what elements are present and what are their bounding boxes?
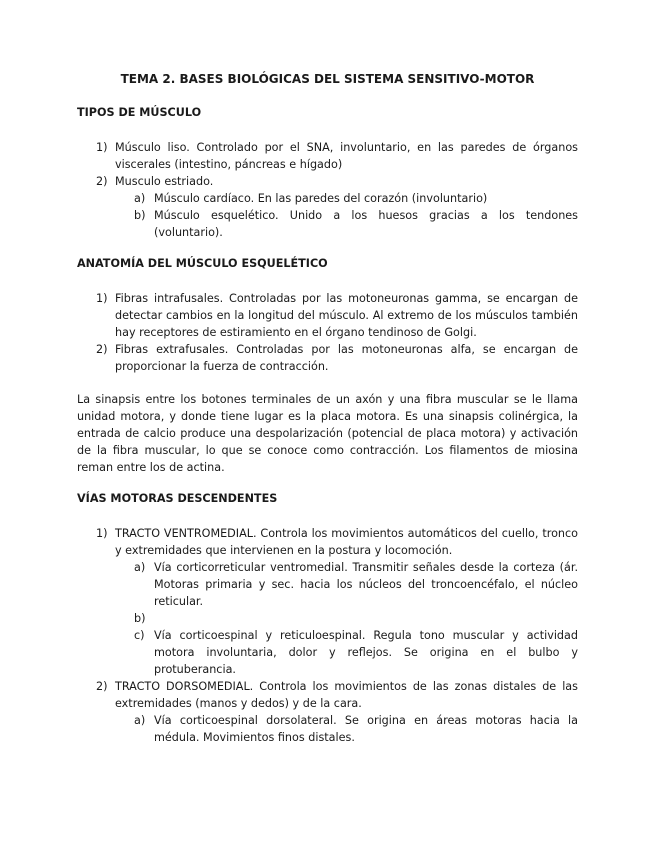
sub-list-item-text: Vía corticorreticular ventromedial. Transmitir señales desde la corteza (ár. Motoras primaria y sec. hacia los núcleos del troncoencéfalo, el núcleo reticular. xyxy=(154,561,578,608)
list-item-text: Fibras intrafusales. Controladas por las motoneuronas gamma, se encargan de detectar cambios en la longitud del músculo. Al extremo de los músculos también hay receptores de estiramiento en el órgano tendinoso de Golgi. xyxy=(115,292,578,339)
document-title: TEMA 2. BASES BIOLÓGICAS DEL SISTEMA SENSITIVO-MOTOR xyxy=(120,72,535,86)
list-item-text: Músculo liso. Controlado por el SNA, involuntario, en las paredes de órganos viscerales (intestino, páncreas e hígado) xyxy=(115,141,578,171)
list-marker: 2) xyxy=(96,680,108,693)
list-marker: 1) xyxy=(96,527,108,540)
spacer xyxy=(77,476,578,492)
sub-list-marker: a) xyxy=(134,192,146,205)
sub-list-marker: b) xyxy=(134,209,146,222)
sub-list-item xyxy=(115,627,578,678)
sub-list-item-text: Músculo cardíaco. En las paredes del corazón (involuntario) xyxy=(154,192,488,205)
sub-list xyxy=(115,559,578,678)
sub-list xyxy=(115,712,578,746)
list-item xyxy=(77,290,578,341)
list-marker: 2) xyxy=(96,175,108,188)
list-item-text: TRACTO DORSOMEDIAL. Controla los movimientos de las zonas distales de las extremidades (manos y dedos) y de la cara. xyxy=(115,680,578,710)
list-item xyxy=(77,139,578,173)
sub-list-item-text: Vía corticoespinal y reticuloespinal. Regula tono muscular y actividad motora involuntaria, dolor y reflejos. Se origina en el bulbo y protuberancia. xyxy=(154,629,578,676)
document-content xyxy=(77,72,578,762)
sub-list-item xyxy=(115,207,578,241)
sub-list-marker: a) xyxy=(134,561,146,574)
anatomia-list xyxy=(77,290,578,375)
sub-list-marker: c) xyxy=(134,629,145,642)
sub-list-item xyxy=(115,190,578,207)
sub-list-item xyxy=(115,559,578,610)
section-heading-vias: VÍAS MOTORAS DESCENDENTES xyxy=(77,492,278,505)
anatomia-paragraph: La sinapsis entre los botones terminales de un axón y una fibra muscular se le llama unidad motora, y donde tiene lugar es la placa motora. Es una sinapsis colinérgica, la entrada de calcio produce una despolarización (potencial de placa motora) y activación de la fibra muscular, lo que se conoce como contracción. Los filamentos de miosina reman entre los de actina. xyxy=(77,393,578,474)
sub-list-item xyxy=(115,712,578,746)
sub-list-item-text: Vía corticoespinal dorsolateral. Se origina en áreas motoras hacia la médula. Movimientos finos distales. xyxy=(154,714,578,744)
tipos-list xyxy=(77,139,578,241)
list-item xyxy=(77,341,578,375)
list-item xyxy=(77,678,578,746)
list-marker: 1) xyxy=(96,292,108,305)
section-heading-tipos: TIPOS DE MÚSCULO xyxy=(77,106,202,119)
sub-list-marker: b) xyxy=(134,612,146,625)
list-item xyxy=(77,525,578,678)
list-item-text: Musculo estriado. xyxy=(115,175,214,188)
list-item-text: Fibras extrafusales. Controladas por las motoneuronas alfa, se encargan de proporcionar la fuerza de contracción. xyxy=(115,343,578,373)
sub-list-marker: a) xyxy=(134,714,146,727)
sub-list-item xyxy=(115,610,578,627)
vias-list xyxy=(77,525,578,746)
section-heading-anatomia: ANATOMÍA DEL MÚSCULO ESQUELÉTICO xyxy=(77,257,328,270)
list-item-text: TRACTO VENTROMEDIAL. Controla los movimientos automáticos del cuello, tronco y extremidades que intervienen en la postura y locomoción. xyxy=(115,527,578,557)
list-item xyxy=(77,173,578,241)
sub-list-item-text: Músculo esquelético. Unido a los huesos gracias a los tendones (voluntario). xyxy=(154,209,578,239)
list-marker: 1) xyxy=(96,141,108,154)
sub-list xyxy=(115,190,578,241)
list-marker: 2) xyxy=(96,343,108,356)
